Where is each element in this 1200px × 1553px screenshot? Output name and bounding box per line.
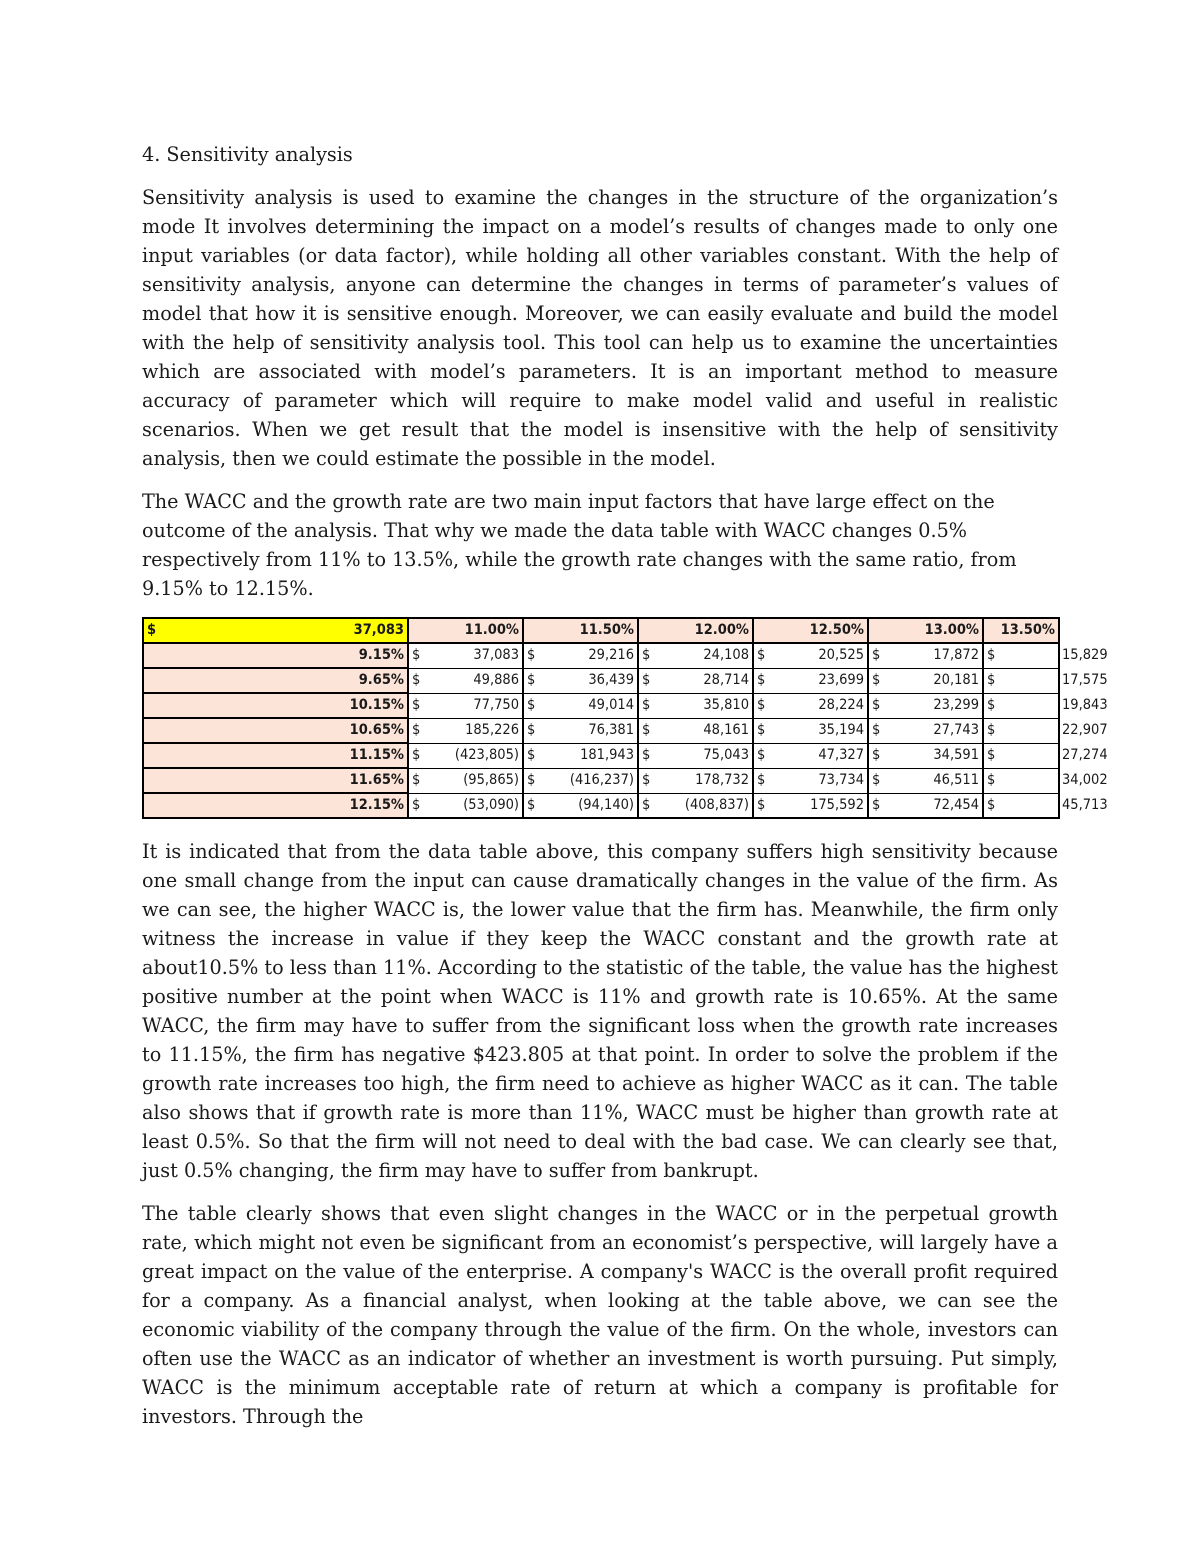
firm-value-cell: (423,805) <box>428 743 523 768</box>
currency-symbol: $ <box>868 668 888 693</box>
growth-rate-cell: 9.65% <box>143 668 408 693</box>
currency-symbol: $ <box>868 643 888 668</box>
document-page <box>142 140 1108 1445</box>
table-row: 11.15% $ (423,805) $ 181,943 $ 75,043 $ 47,327 $ 34,591 $ 27,274 <box>143 743 1059 768</box>
currency-symbol: $ <box>753 643 773 668</box>
growth-rate-cell: 11.65% <box>143 768 408 793</box>
wacc-header: 11.50% <box>523 618 638 643</box>
currency-symbol: $ <box>753 743 773 768</box>
firm-value-cell: (53,090) <box>428 793 523 818</box>
firm-value-cell: 49,014 <box>543 693 638 718</box>
currency-symbol: $ <box>983 768 1059 793</box>
firm-value-cell: 46,511 <box>888 768 983 793</box>
firm-value-cell: 76,381 <box>543 718 638 743</box>
currency-symbol: $ <box>753 693 773 718</box>
currency-symbol: $ <box>408 693 428 718</box>
currency-symbol: $ <box>523 743 543 768</box>
growth-rate-cell: 9.15% <box>143 643 408 668</box>
currency-symbol: $ <box>868 793 888 818</box>
growth-rate-cell: 11.15% <box>143 743 408 768</box>
currency-symbol: $ <box>523 693 543 718</box>
currency-symbol: $ <box>408 768 428 793</box>
firm-value-cell: 20,181 <box>888 668 983 693</box>
currency-symbol: $ <box>868 743 888 768</box>
firm-value-cell: 20,525 <box>773 643 868 668</box>
currency-symbol: $ <box>983 743 1059 768</box>
firm-value-cell: 72,454 <box>888 793 983 818</box>
currency-symbol: $ <box>638 793 658 818</box>
growth-rate-cell: 10.15% <box>143 693 408 718</box>
growth-rate-cell: 12.15% <box>143 793 408 818</box>
sensitivity-table <box>142 617 1108 819</box>
firm-value-cell: 24,108 <box>658 643 753 668</box>
currency-symbol: $ <box>523 793 543 818</box>
firm-value-cell: 34,591 <box>888 743 983 768</box>
growth-rate-cell: 10.65% <box>143 718 408 743</box>
wacc-header: 13.00% <box>868 618 983 643</box>
firm-value-cell: (416,237) <box>543 768 638 793</box>
firm-value-cell: 77,750 <box>428 693 523 718</box>
currency-symbol: $ <box>408 643 428 668</box>
currency-symbol: $ <box>408 793 428 818</box>
currency-symbol: $ <box>753 668 773 693</box>
firm-value-cell: 48,161 <box>658 718 753 743</box>
firm-value-cell: 181,943 <box>543 743 638 768</box>
currency-symbol: $ <box>523 643 543 668</box>
firm-value-cell: 47,327 <box>773 743 868 768</box>
corner-currency: $ <box>143 618 238 643</box>
currency-symbol: $ <box>408 718 428 743</box>
paragraph-wacc-growth: The WACC and the growth rate are two main input factors that have large effect on the outcome of the analysis. That why we made the data table with WACC changes 0.5% respectively from 11% to 13.5%, while the growth rate changes with the same ratio, from 9.15% to 12.15%. <box>142 490 1017 600</box>
firm-value-cell: (95,865) <box>428 768 523 793</box>
currency-symbol: $ <box>868 718 888 743</box>
currency-symbol: $ <box>638 693 658 718</box>
wacc-header: 12.00% <box>638 618 753 643</box>
currency-symbol: $ <box>983 693 1059 718</box>
currency-symbol: $ <box>638 643 658 668</box>
firm-value-cell: 28,714 <box>658 668 753 693</box>
paragraph-wacc-conclusion: The table clearly shows that even slight changes in the WACC or in the perpetual growth rate, which might not even be significant from an economist’s perspective, will largely have a great impact on the value of the enterprise. A company's WACC is the overall profit required for a company. As a financial analyst, when looking at the table above, we can see the economic viability of the company through the value of the firm. On the whole, investors can often use the WACC as an indicator of whether an investment is worth pursuing. Put simply, WACC is the minimum acceptable rate of return at which a company is profitable for investors. Through the <box>142 1202 1058 1428</box>
currency-symbol: $ <box>638 668 658 693</box>
currency-symbol: $ <box>983 793 1059 818</box>
currency-symbol: $ <box>638 768 658 793</box>
table-row: 10.15% $ 77,750 $ 49,014 $ 35,810 $ 28,224 $ 23,299 $ 19,843 <box>143 693 1059 718</box>
currency-symbol: $ <box>868 768 888 793</box>
currency-symbol: $ <box>638 718 658 743</box>
firm-value-cell: 75,043 <box>658 743 753 768</box>
currency-symbol: $ <box>983 718 1059 743</box>
firm-value-cell: 185,226 <box>428 718 523 743</box>
table-header-row <box>143 618 1059 643</box>
currency-symbol: $ <box>523 668 543 693</box>
currency-symbol: $ <box>523 768 543 793</box>
firm-value-cell: 73,734 <box>773 768 868 793</box>
firm-value-cell: 23,299 <box>888 693 983 718</box>
corner-value: 37,083 <box>238 618 408 643</box>
firm-value-cell: 29,216 <box>543 643 638 668</box>
firm-value-cell: 37,083 <box>428 643 523 668</box>
table-row: 9.15% $ 37,083 $ 29,216 $ 24,108 $ 20,525 $ 17,872 $ 15,829 <box>143 643 1059 668</box>
currency-symbol: $ <box>523 718 543 743</box>
currency-symbol: $ <box>753 793 773 818</box>
paragraph-table-interpretation: It is indicated that from the data table above, this company suffers high sensitivity because one small change from the input can cause dramatically changes in the value of the firm. As we can see, the higher WACC is, the lower value that the firm has. Meanwhile, the firm only witness the increase in value if they keep the WACC constant and the growth rate at about10.5% to less than 11%. According to the statistic of the table, the value has the highest positive number at the point when WACC is 11% and growth rate is 10.65%. At the same WACC, the firm may have to suffer from the significant loss when the growth rate increases to 11.15%, the firm has negative $423.805 at that point. In order to solve the problem if the growth rate increases too high, the firm need to achieve as higher WACC as it can. The table also shows that if growth rate is more than 11%, WACC must be higher than growth rate at least 0.5%. So that the firm will not need to deal with the bad case. We can clearly see that, just 0.5% changing, the firm may have to suffer from bankrupt. <box>142 840 1058 1182</box>
section-heading: 4. Sensitivity analysis <box>142 143 353 166</box>
currency-symbol: $ <box>983 643 1059 668</box>
firm-value-cell: 17,872 <box>888 643 983 668</box>
wacc-header: 13.50% <box>983 618 1059 643</box>
wacc-header: 11.00% <box>408 618 523 643</box>
currency-symbol: $ <box>408 743 428 768</box>
paragraph-sensitivity-intro: Sensitivity analysis is used to examine the changes in the structure of the organization’s mode It involves determining the impact on a model’s results of changes made to only one input variables (or data factor), while holding all other variables constant. With the help of sensitivity analysis, anyone can determine the changes in terms of parameter’s values of model that how it is sensitive enough. Moreover, we can easily evaluate and build the model with the help of sensitivity analysis tool. This tool can help us to examine the uncertainties which are associated with model’s parameters. It is an important method to measure accuracy of parameter which will require to make model valid and useful in realistic scenarios. When we get result that the model is insensitive with the help of sensitivity analysis, then we could estimate the possible in the model. <box>142 186 1058 470</box>
currency-symbol: $ <box>638 743 658 768</box>
table-row: 10.65% $ 185,226 $ 76,381 $ 48,161 $ 35,194 $ 27,743 $ 22,907 <box>143 718 1059 743</box>
firm-value-cell: 35,194 <box>773 718 868 743</box>
currency-symbol: $ <box>753 718 773 743</box>
firm-value-cell: 23,699 <box>773 668 868 693</box>
currency-symbol: $ <box>408 668 428 693</box>
firm-value-cell: (94,140) <box>543 793 638 818</box>
currency-symbol: $ <box>868 693 888 718</box>
firm-value-cell: 35,810 <box>658 693 753 718</box>
table-row: 12.15% $ (53,090) $ (94,140) $ (408,837) $ 175,592 $ 72,454 $ 45,713 <box>143 793 1059 818</box>
firm-value-cell: 175,592 <box>773 793 868 818</box>
currency-symbol: $ <box>983 668 1059 693</box>
firm-value-cell: 178,732 <box>658 768 753 793</box>
firm-value-cell: 27,743 <box>888 718 983 743</box>
firm-value-cell: 36,439 <box>543 668 638 693</box>
currency-symbol: $ <box>753 768 773 793</box>
wacc-header: 12.50% <box>753 618 868 643</box>
firm-value-cell: (408,837) <box>658 793 753 818</box>
firm-value-cell: 49,886 <box>428 668 523 693</box>
table-row: 11.65% $ (95,865) $ (416,237) $ 178,732 $ 73,734 $ 46,511 $ 34,002 <box>143 768 1059 793</box>
firm-value-cell: 28,224 <box>773 693 868 718</box>
table-row: 9.65% $ 49,886 $ 36,439 $ 28,714 $ 23,699 $ 20,181 $ 17,575 <box>143 668 1059 693</box>
